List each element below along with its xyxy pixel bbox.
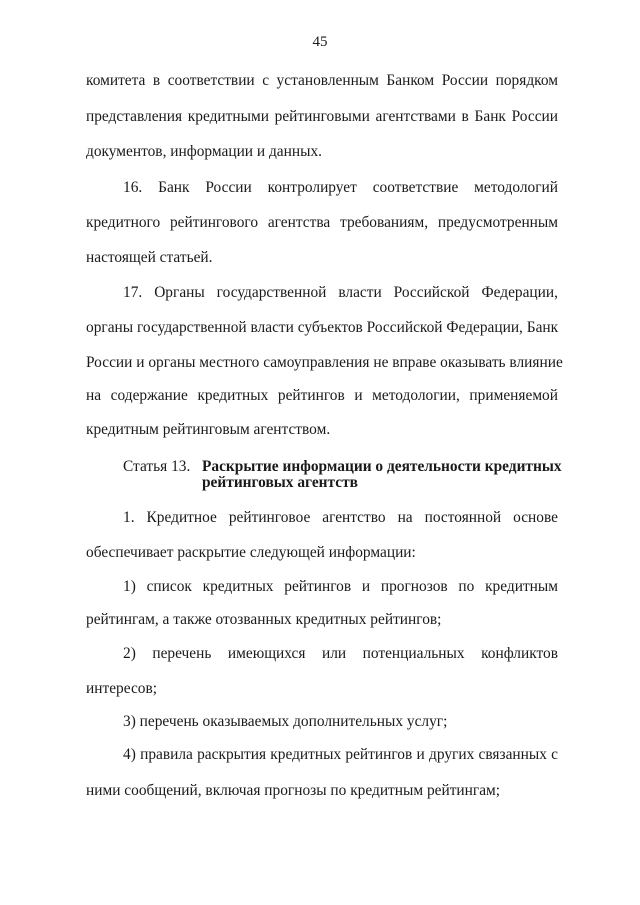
- paragraph-line: 1. Кредитное рейтинговое агентство на постоянной основе: [123, 509, 558, 526]
- article-title: рейтинговых агентств: [202, 474, 358, 491]
- page-number: 45: [312, 34, 328, 50]
- paragraph-line: 17. Органы государственной власти Российской Федерации,: [123, 284, 558, 301]
- paragraph-line: России и органы местного самоуправления не вправе оказывать влияние: [86, 354, 563, 371]
- list-item: 1) список кредитных рейтингов и прогнозов по кредитным: [123, 578, 558, 595]
- paragraph-line: документов, информации и данных.: [86, 143, 322, 160]
- list-item: 2) перечень имеющихся или потенциальных конфликтов: [123, 645, 558, 662]
- list-item: рейтингам, а также отозванных кредитных рейтингов;: [86, 611, 442, 628]
- list-item: ними сообщений, включая прогнозы по кредитным рейтингам;: [86, 782, 501, 799]
- paragraph-line: кредитным рейтинговым агентством.: [86, 421, 331, 438]
- paragraph-line: на содержание кредитных рейтингов и методологии, применяемой: [86, 387, 558, 404]
- paragraph-line: органы государственной власти субъектов Российской Федерации, Банк: [86, 319, 559, 336]
- article-label: Статья 13.: [123, 458, 191, 475]
- article-title: Раскрытие информации о деятельности кредитных: [202, 458, 562, 475]
- paragraph-line: 16. Банк России контролирует соответствие методологий: [123, 179, 558, 196]
- list-item: 4) правила раскрытия кредитных рейтингов и других связанных с: [123, 746, 558, 763]
- paragraph-line: комитета в соответствии с установленным Банком России порядком: [86, 72, 558, 89]
- paragraph-line: кредитного рейтингового агентства требованиям, предусмотренным: [86, 214, 558, 231]
- paragraph-line: представления кредитными рейтинговыми агентствами в Банк России: [86, 108, 558, 125]
- list-item: интересов;: [86, 680, 158, 697]
- paragraph-line: настоящей статьей.: [86, 249, 213, 266]
- list-item: 3) перечень оказываемых дополнительных услуг;: [123, 713, 448, 730]
- paragraph-line: обеспечивает раскрытие следующей информации:: [86, 544, 416, 561]
